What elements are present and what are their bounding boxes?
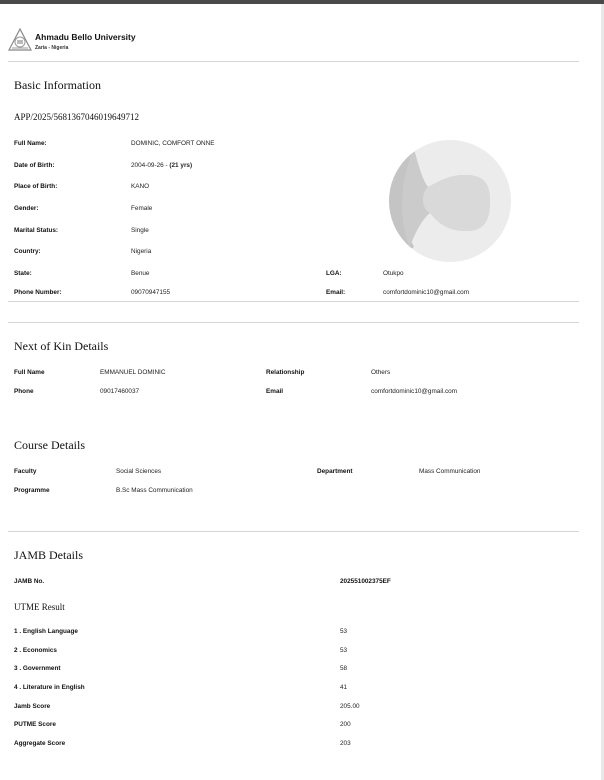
marital-value: Single bbox=[131, 227, 149, 234]
course-title: Course Details bbox=[14, 438, 85, 452]
university-name: Ahmadu Bello University bbox=[35, 32, 136, 42]
aggregate-score-label: Aggregate Score bbox=[14, 740, 66, 747]
pob-value: KANO bbox=[131, 183, 150, 190]
dob-value bbox=[131, 162, 192, 169]
lga-value: Otukpo bbox=[383, 270, 404, 277]
top-bar bbox=[0, 0, 604, 4]
marital-label: Marital Status: bbox=[14, 227, 59, 234]
kin-name-label: Full Name bbox=[14, 369, 45, 376]
full-name-label: Full Name: bbox=[14, 140, 47, 147]
programme-value: B.Sc Mass Communication bbox=[116, 487, 193, 494]
kin-name-value: EMMANUEL DOMINIC bbox=[100, 369, 166, 376]
putme-score-label: PUTME Score bbox=[14, 721, 56, 728]
kin-relationship-label: Relationship bbox=[266, 369, 305, 376]
putme-score-value: 200 bbox=[340, 721, 351, 728]
avatar-placeholder-icon bbox=[388, 139, 512, 263]
state-value: Benue bbox=[131, 270, 150, 277]
jamb-top-divider bbox=[8, 531, 579, 532]
university-location: Zaria - Nigeria bbox=[35, 45, 69, 51]
subject-4-score: 41 bbox=[340, 684, 348, 691]
utme-result-title: UTME Result bbox=[14, 602, 65, 612]
kin-relationship-value: Others bbox=[371, 369, 391, 376]
subject-4-label: 4 . Literature in English bbox=[14, 684, 85, 691]
faculty-value: Social Sciences bbox=[116, 468, 162, 475]
jamb-no-value: 202551002375EF bbox=[340, 578, 391, 585]
dob-date: 2004-09-26 - bbox=[131, 162, 168, 169]
aggregate-score-value: 203 bbox=[340, 740, 351, 747]
subject-2-label: 2 . Economics bbox=[14, 647, 57, 654]
department-label: Department bbox=[317, 468, 353, 475]
lga-label: LGA: bbox=[326, 270, 342, 277]
application-number: APP/2025/5681367046019649712 bbox=[14, 112, 140, 122]
programme-label: Programme bbox=[14, 487, 50, 494]
jamb-score-value: 205.00 bbox=[340, 703, 360, 710]
subject-3-score: 58 bbox=[340, 665, 348, 672]
state-label: State: bbox=[14, 270, 32, 277]
basic-info-title: Basic Information bbox=[14, 78, 101, 92]
email-value: comfortdominic10@gmail.com bbox=[383, 289, 470, 296]
gender-value: Female bbox=[131, 205, 153, 212]
subject-3-label: 3 . Government bbox=[14, 665, 61, 672]
kin-title: Next of Kin Details bbox=[14, 339, 109, 353]
faculty-label: Faculty bbox=[14, 468, 37, 475]
university-crest-icon bbox=[8, 28, 32, 52]
kin-email-value: comfortdominic10@gmail.com bbox=[371, 388, 458, 395]
phone-label: Phone Number: bbox=[14, 289, 62, 296]
kin-email-label: Email bbox=[266, 388, 284, 395]
jamb-score-label: Jamb Score bbox=[14, 703, 51, 710]
department-value: Mass Communication bbox=[419, 468, 481, 475]
full-name-value: DOMINIC, COMFORT ONNE bbox=[131, 140, 215, 147]
email-label: Email: bbox=[326, 289, 346, 296]
kin-phone-value: 09017460037 bbox=[100, 388, 140, 395]
phone-value: 09070947155 bbox=[131, 289, 171, 296]
basic-bottom-divider bbox=[8, 301, 579, 302]
subject-1-score: 53 bbox=[340, 628, 348, 635]
dob-label: Date of Birth: bbox=[14, 162, 55, 169]
country-value: Nigeria bbox=[131, 248, 152, 255]
country-label: Country: bbox=[14, 248, 41, 255]
jamb-no-label: JAMB No. bbox=[14, 578, 45, 585]
kin-top-divider bbox=[8, 322, 579, 323]
subject-1-label: 1 . English Language bbox=[14, 628, 78, 635]
subject-2-score: 53 bbox=[340, 647, 348, 654]
kin-phone-label: Phone bbox=[14, 388, 34, 395]
dob-age: (21 yrs) bbox=[169, 162, 193, 169]
pob-label: Place of Birth: bbox=[14, 183, 58, 190]
header-divider bbox=[8, 61, 579, 62]
gender-label: Gender: bbox=[14, 205, 39, 212]
jamb-title: JAMB Details bbox=[14, 548, 83, 562]
